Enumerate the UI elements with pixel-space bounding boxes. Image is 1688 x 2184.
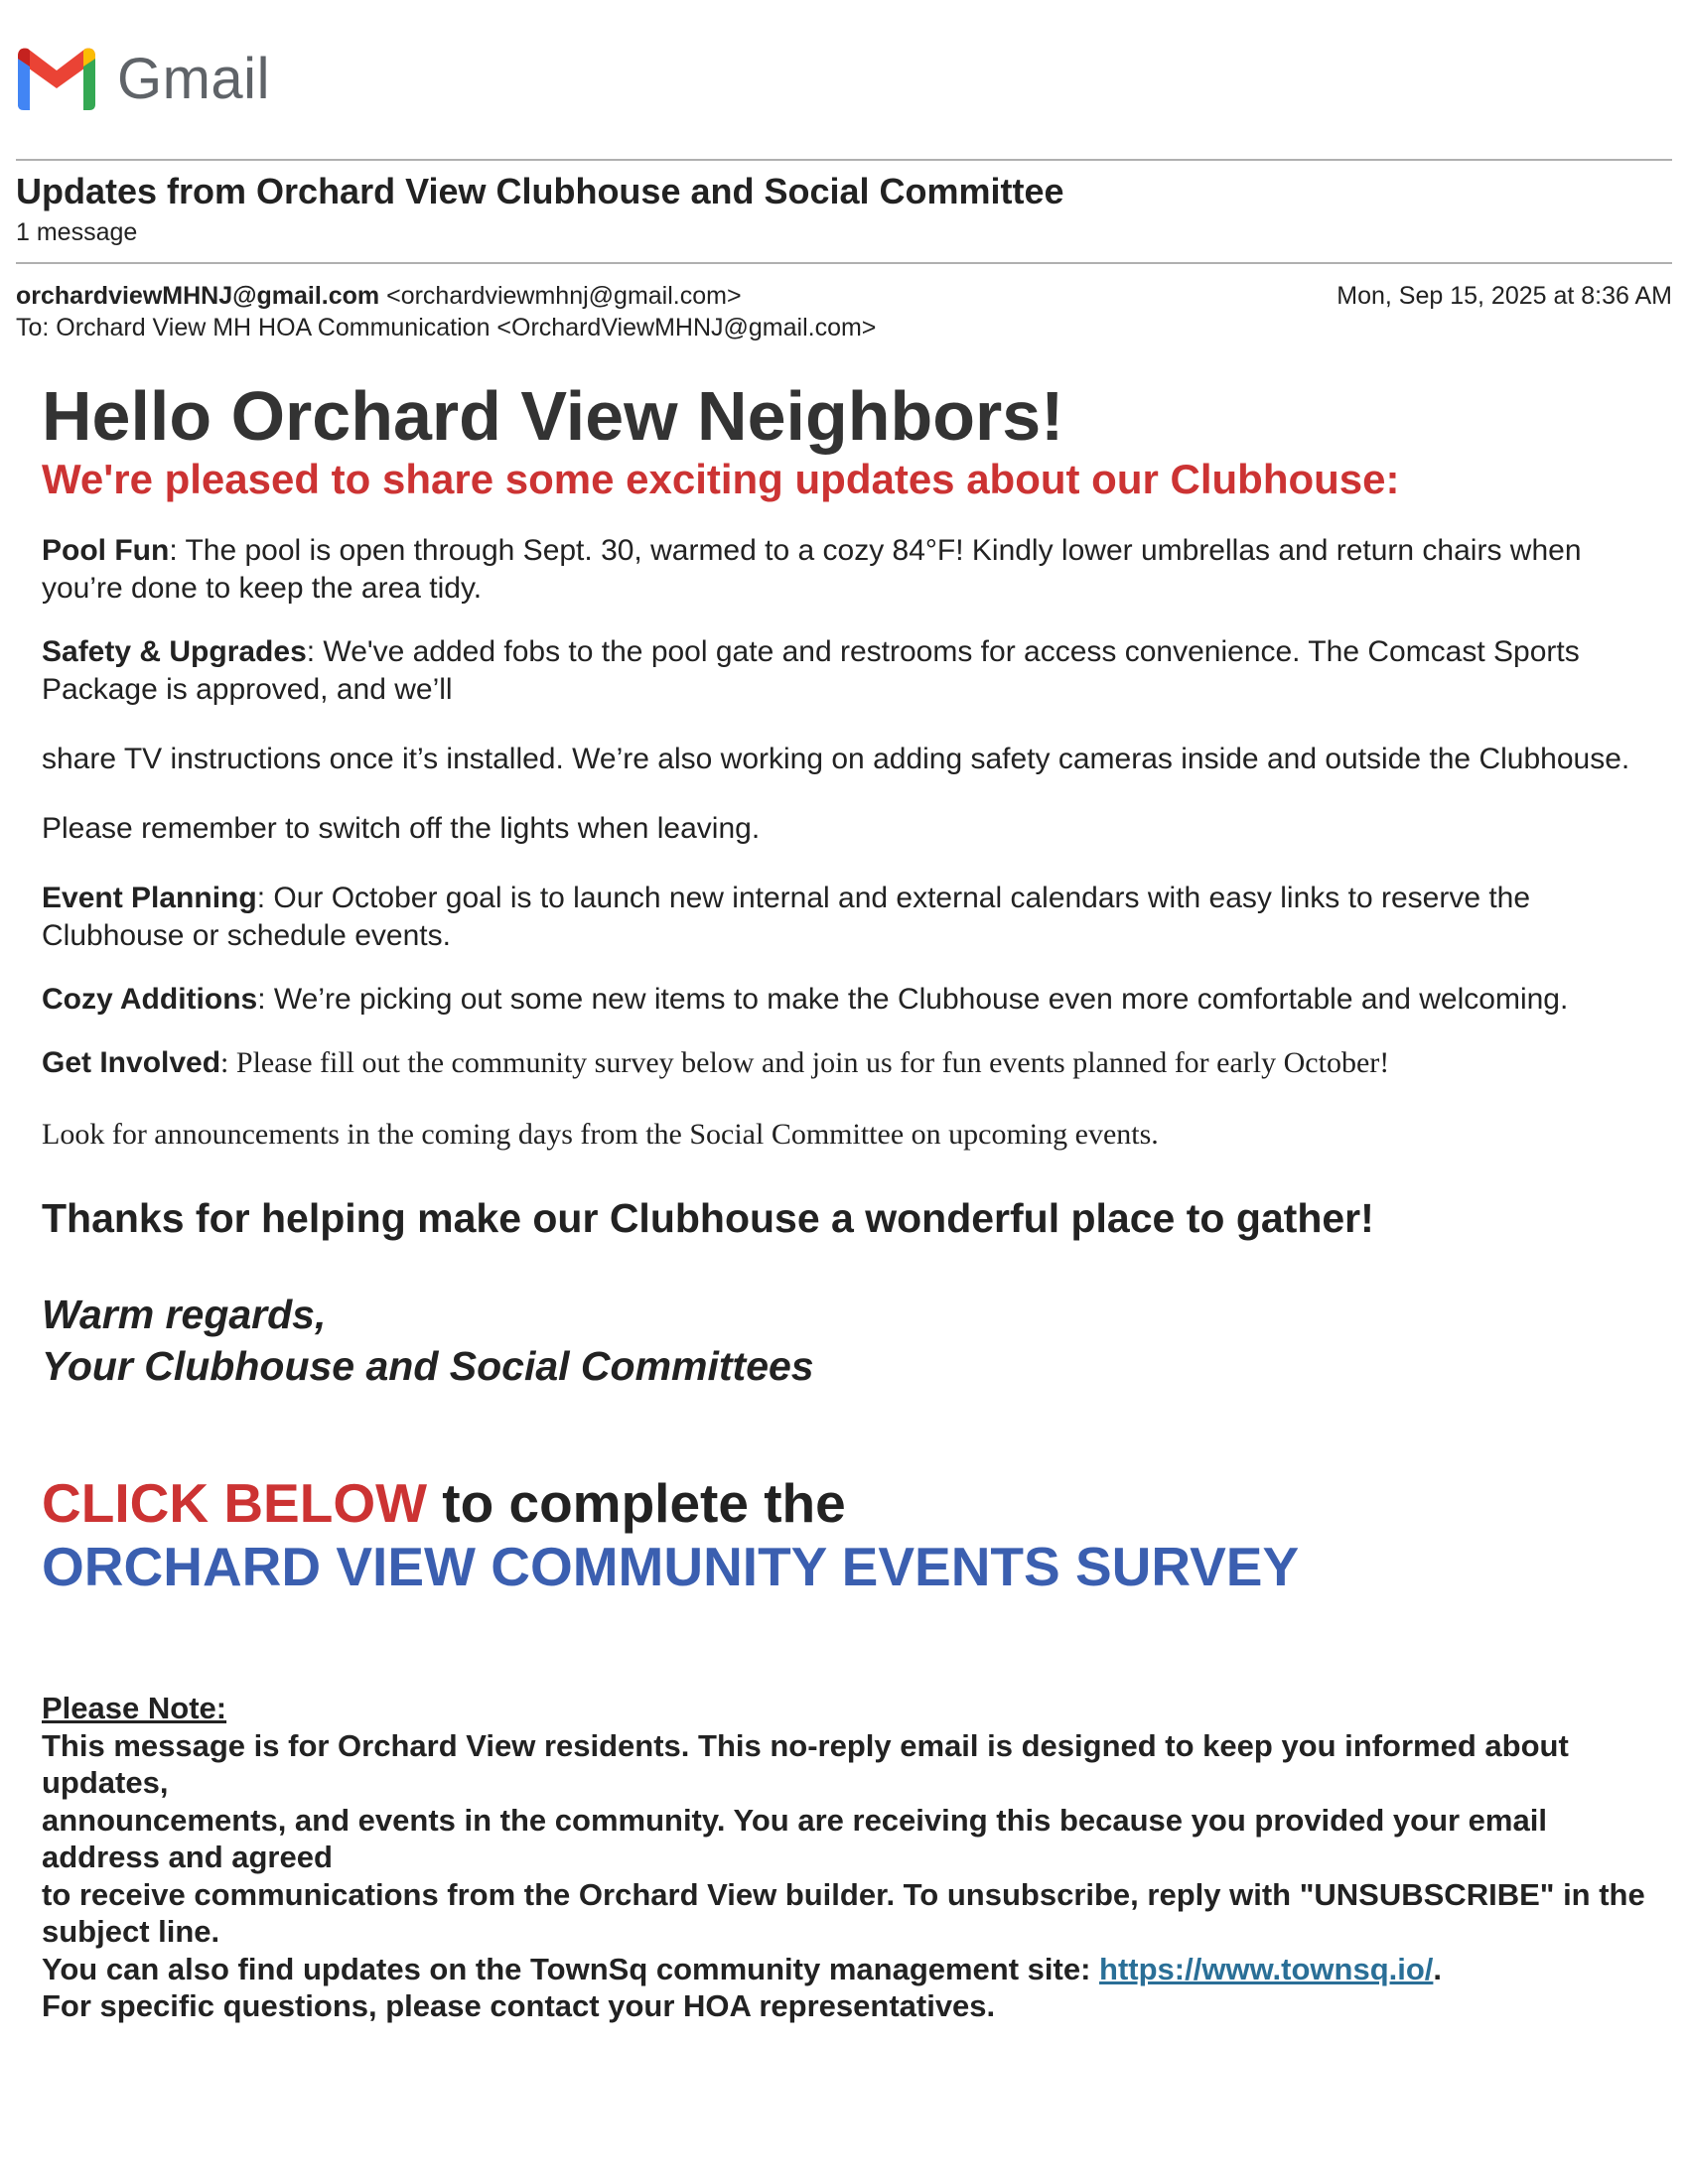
sender-name[interactable]: orchardviewMHNJ@gmail.com [16, 282, 380, 310]
note-title: Please Note: [42, 1691, 227, 1725]
cozy-label: Cozy Additions [42, 983, 258, 1016]
signature-line: Your Clubhouse and Social Committees [42, 1343, 814, 1389]
safety-continued-paragraph: share TV instructions once it’s installed. We’re also working on adding safety cameras inside and outside the Clubhouse. [42, 743, 1630, 775]
recipient-line: To: Orchard View MH HOA Communication <OrchardViewMHNJ@gmail.com> [16, 314, 877, 341]
message-count: 1 message [16, 218, 138, 246]
survey-link[interactable]: ORCHARD VIEW COMMUNITY EVENTS SURVEY [42, 1536, 1300, 1597]
cozy-text: : We’re picking out some new items to make the Clubhouse even more comfortable and welcoming. [257, 983, 1569, 1016]
cta-click-below[interactable]: CLICK BELOW [42, 1472, 428, 1534]
event-paragraph [42, 880, 1650, 955]
involved-label: Get Involved [42, 1046, 221, 1079]
note-line-1: This message is for Orchard View residents. This no-reply email is designed to keep you informed about updates, [42, 1727, 1569, 1800]
intro-subheading: We're pleased to share some exciting updates about our Clubhouse: [42, 456, 1400, 502]
cta-rest[interactable]: to complete the [427, 1472, 846, 1534]
note-line-2: announcements, and events in the community. You are receiving this because you provided your email address and agreed [42, 1802, 1547, 1874]
email-subject: Updates from Orchard View Clubhouse and Social Committee [16, 171, 1064, 211]
townsq-link[interactable]: https://www.townsq.io/ [1099, 1951, 1434, 1986]
gmail-wordmark: Gmail [117, 46, 270, 111]
thanks-line: Thanks for helping make our Clubhouse a wonderful place to gather! [42, 1195, 1374, 1241]
safety-label: Safety & Upgrades [42, 635, 307, 668]
event-text: : Our October goal is to launch new internal and external calendars with easy links to reserve the Clubhouse or schedule events. [42, 882, 1531, 952]
event-label: Event Planning [42, 882, 257, 914]
involved-paragraph [42, 1044, 1650, 1082]
sender-line [16, 282, 742, 311]
greeting-heading: Hello Orchard View Neighbors! [42, 377, 1064, 455]
involved-text: : Please fill out the community survey below and join us for fun events planned for early October! [220, 1046, 1390, 1079]
note-line-5: For specific questions, please contact your HOA representatives. [42, 1988, 996, 2023]
note-section [42, 1690, 1650, 2025]
cozy-paragraph [42, 981, 1650, 1019]
pool-paragraph [42, 532, 1650, 608]
pool-text: : The pool is open through Sept. 30, warmed to a cozy 84°F! Kindly lower umbrellas and return chairs when you’re done to keep the area tidy. [42, 534, 1582, 605]
sender-address[interactable]: <orchardviewmhnj@gmail.com> [386, 282, 742, 310]
gmail-m-icon [16, 47, 97, 110]
survey-cta[interactable] [42, 1471, 1650, 1535]
regards-line: Warm regards, [42, 1292, 327, 1337]
header-divider [16, 159, 1672, 161]
safety-paragraph [42, 633, 1650, 709]
email-date: Mon, Sep 15, 2025 at 8:36 AM [1336, 282, 1672, 310]
lights-paragraph: Please remember to switch off the lights when leaving. [42, 812, 761, 845]
safety-text: : We've added fobs to the pool gate and restrooms for access convenience. The Comcast Sports Package is approved, and we’ll [42, 635, 1580, 706]
email-body [42, 377, 1650, 2025]
subject-divider [16, 262, 1672, 264]
pool-label: Pool Fun [42, 534, 170, 567]
announce-paragraph: Look for announcements in the coming days from the Social Committee on upcoming events. [42, 1118, 1159, 1151]
note-line-4: You can also find updates on the TownSq community management site: https://www.townsq.io/. [42, 1951, 1443, 1986]
note-line-3: to receive communications from the Orchard View builder. To unsubscribe, reply with "UNSUBSCRIBE" in the subject line. [42, 1876, 1645, 1949]
gmail-logo [16, 44, 270, 113]
